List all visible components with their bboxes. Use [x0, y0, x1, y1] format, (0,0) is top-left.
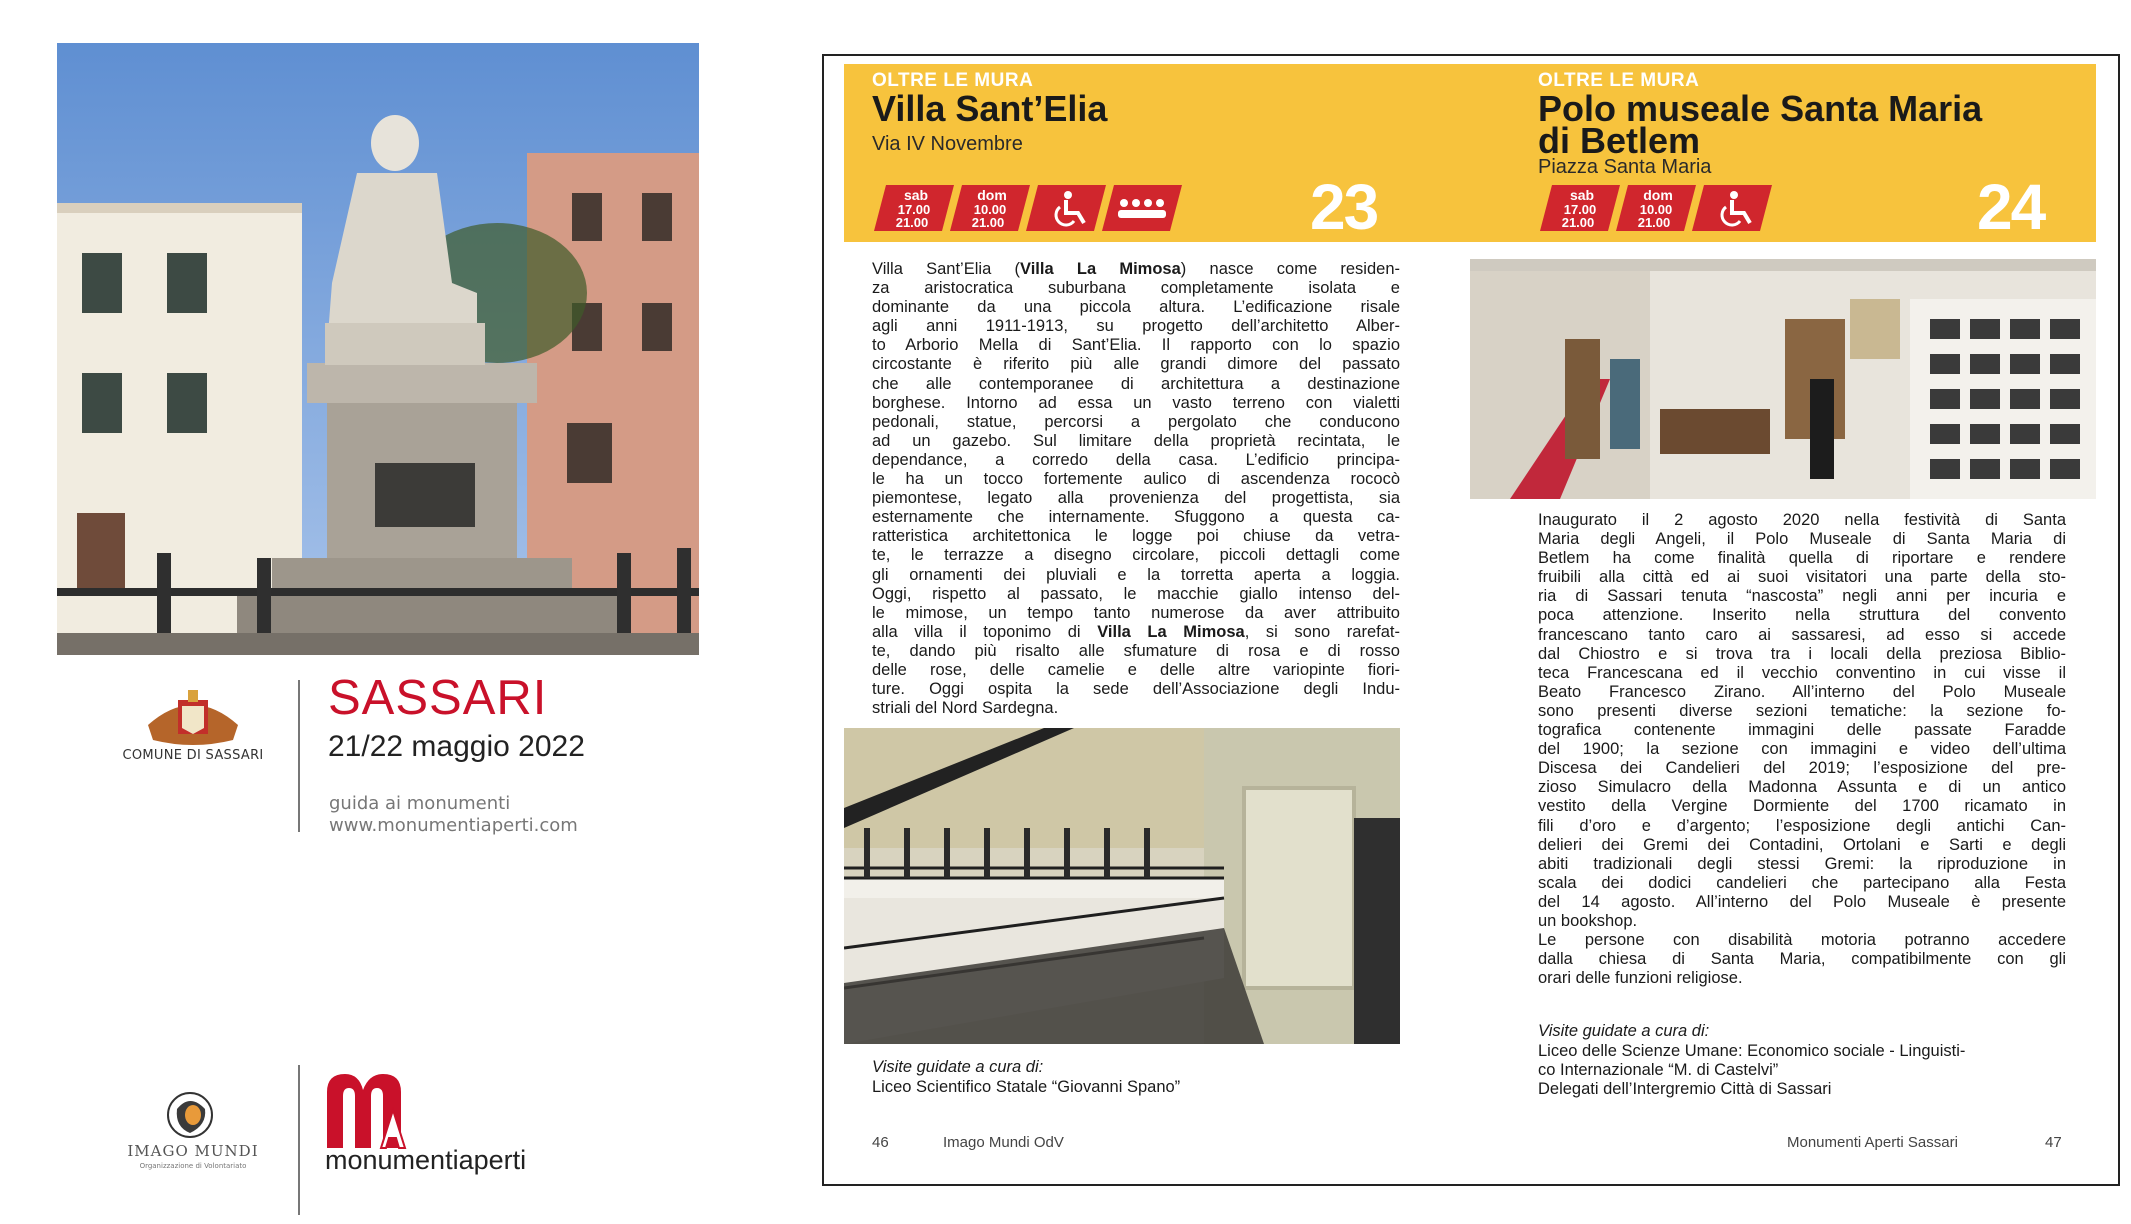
- body-line: scala dei dodici candelieri che partecipano alla Festa: [1538, 873, 2066, 892]
- body-line: delle rose, delle camelie e delle altre variopinte fiori-: [872, 660, 1400, 679]
- body-line: tografica contenente immagini delle passate Faradde: [1538, 721, 2066, 740]
- wheelchair-icon: [1026, 185, 1106, 231]
- website-link[interactable]: www.monumentiaperti.com: [329, 815, 578, 836]
- badge-dom: [1616, 185, 1696, 231]
- badge-sab: [874, 185, 954, 231]
- cover-divider: [298, 680, 300, 832]
- body-line: za aristocratica suburbana completamente isolata e: [872, 279, 1400, 298]
- svg-text:sab: sab: [1569, 187, 1595, 203]
- body-line: vestito della Vergine Dormiente del 1700 ricamato in: [1538, 797, 2066, 816]
- body-line: Betlem ha come finalità quella di riportare e rendere: [1538, 549, 2066, 568]
- body-line: fruibili alla città ed ai suoi visitatori una parte della sto-: [1538, 568, 2066, 587]
- body-line: che alle contemporanee di architettura a destinazione: [872, 374, 1400, 393]
- body-line: le mimose, un tempo tanto numerose da aver attribuito: [872, 603, 1400, 622]
- site-number-left: 23: [1310, 171, 1378, 243]
- visits-heading-right: Visite guidate a cura di:: [1538, 1022, 1710, 1040]
- body-line: del 1900; la sezione con immagini e video dell’ultima: [1538, 740, 2066, 759]
- imago-mundi-name: IMAGO MUNDI: [127, 1142, 259, 1160]
- site-title-left: Villa Sant’Elia: [872, 88, 1108, 129]
- body-line: circostante è riferito più alle grandi dimore del passato: [872, 355, 1400, 374]
- body-line: Maria degli Angeli, il Polo Museale di Santa Maria di: [1538, 530, 2066, 549]
- city-title: SASSARI: [328, 671, 548, 725]
- kicker-right: OLTRE LE MURA: [1538, 70, 1700, 91]
- comune-label: COMUNE DI SASSARI: [122, 748, 264, 763]
- cover-divider-bottom: [298, 1065, 300, 1215]
- body-line: borghese. Intorno ad essa un vasto terreno con vialetti: [872, 393, 1400, 412]
- svg-text:10.00: 10.00: [973, 202, 1007, 217]
- body-line: striali del Nord Sardegna.: [872, 699, 1059, 718]
- svg-text:17.00: 17.00: [1563, 202, 1597, 217]
- body-line: francescano tanto caro ai sassaresi, ad esso si accede: [1538, 625, 2066, 644]
- body-line: te, le terrazze a disegno circolare, piccoli dettagli come: [872, 546, 1400, 565]
- svg-text:17.00: 17.00: [897, 202, 931, 217]
- body-line: te, dando più risalto alle sfumature di rosa e di rosso: [872, 641, 1400, 660]
- site-title-right-line1: Polo museale Santa Maria: [1538, 88, 1983, 129]
- schedule-badges-left: [872, 183, 1192, 233]
- kicker-left: OLTRE LE MURA: [872, 70, 1034, 91]
- footer-left: Imago Mundi OdV: [943, 1134, 1064, 1151]
- body-line: ad un gazebo. Sul limitare della proprietà recintata, le: [872, 431, 1400, 450]
- body-line: poca attenzione. Inserito nella struttura del convento: [1538, 606, 2066, 625]
- body-line: esternamente che internamente. Sfuggono a questa ca-: [872, 508, 1400, 527]
- body-line: un bookshop.: [1538, 911, 1638, 930]
- body-line: dominante da una piccola altura. L’edificazione risale: [872, 298, 1400, 317]
- badge-dom: [950, 185, 1030, 231]
- body-line: dalla chiesa di Santa Maria, compatibilmente con gli: [1538, 950, 2066, 969]
- visits-item: Liceo Scientifico Statale “Giovanni Spano”: [872, 1078, 1181, 1096]
- monumentiaperti-logo: [325, 1070, 415, 1150]
- svg-text:dom: dom: [977, 187, 1007, 203]
- comune-crest-logo: [138, 680, 248, 750]
- visits-item: Delegati dell’Intergremio Città di Sassari: [1538, 1080, 1832, 1098]
- svg-text:sab: sab: [903, 187, 929, 203]
- body-line: ria di Sassari tenuta “nascosta” negli anni per incuria e: [1538, 587, 2066, 606]
- body-line: Inaugurato il 2 agosto 2020 nella festività di Santa: [1538, 511, 2066, 529]
- wheelchair-icon: [1692, 185, 1772, 231]
- body-line: piemontese, legato alla provenienza del progettista, sia: [872, 489, 1400, 508]
- site-title-right-line2: di Betlem: [1538, 120, 1701, 161]
- body-line: Le persone con disabilità motoria potranno accedere: [1538, 931, 2066, 950]
- body-line: Discesa dei Candelieri del 2019; l’esposizione del pre-: [1538, 759, 2066, 778]
- body-line: abiti tradizionali degli stessi Gremi: la riproduzione in: [1538, 854, 2066, 873]
- body-line: Beato Francesco Zirano. All’interno del Polo Museale: [1538, 682, 2066, 701]
- svg-text:21.00: 21.00: [1561, 215, 1595, 230]
- guide-label: guida ai monumenti: [329, 793, 511, 814]
- visits-item: Liceo delle Scienze Umane: Economico sociale - Linguisti-: [1538, 1042, 1966, 1060]
- body-line: dependance, a corredo della casa. L’edificio principa-: [872, 450, 1400, 469]
- svg-text:21.00: 21.00: [971, 215, 1005, 230]
- villa-staircase-photo: [844, 728, 1400, 1044]
- group-icon: [1102, 185, 1182, 231]
- body-line: delieri dei Gremi dei Contadini, Ortolani e Sarti e degli: [1538, 835, 2066, 854]
- svg-text:21.00: 21.00: [1637, 215, 1671, 230]
- body-line: teca Francescana ed il vecchio conventino in cui visse il: [1538, 663, 2066, 682]
- body-line: alla villa il toponimo di Villa La Mimosa, si sono rarefat-: [872, 622, 1400, 641]
- page-number-right: 47: [2045, 1134, 2062, 1151]
- body-line: to Arborio Mella di Sant’Elia. Il rapporto con lo spazio: [872, 336, 1400, 355]
- body-line: le ha un tocco fortemente aulico di ascendenza rococò: [872, 470, 1400, 489]
- site-address-right: Piazza Santa Maria: [1538, 156, 1712, 178]
- body-line: agli anni 1911-1913, su progetto dell’architetto Alber-: [872, 317, 1400, 336]
- visits-heading-left: Visite guidate a cura di:: [872, 1058, 1044, 1076]
- body-line: fili d’oro e d’argento; l’esposizione degli antichi Can-: [1538, 816, 2066, 835]
- body-line: dal Chiostro e si trova tra i locali della preziosa Biblio-: [1538, 644, 2066, 663]
- schedule-badges-right: [1538, 183, 1778, 233]
- event-date: 21/22 maggio 2022: [328, 730, 585, 763]
- cover-statue-photo: [57, 43, 699, 655]
- body-line: del 14 agosto. All’interno del Polo Museale è presente: [1538, 892, 2066, 911]
- badge-sab: [1540, 185, 1620, 231]
- article-body-left: [872, 260, 1400, 718]
- svg-text:dom: dom: [1643, 187, 1673, 203]
- svg-text:21.00: 21.00: [895, 215, 929, 230]
- page-number-left: 46: [872, 1134, 889, 1151]
- body-line: pedonali, statue, percorsi a pergolato che conducono: [872, 412, 1400, 431]
- site-number-right: 24: [1977, 171, 2045, 243]
- body-line: zioso Simulacro della Madonna Assunta e di un antico: [1538, 778, 2066, 797]
- visits-list-right: [1538, 1042, 2066, 1099]
- body-line: ratteristica architettonica le logge poi chiuse da vetra-: [872, 527, 1400, 546]
- body-line: orari delle funzioni religiose.: [1538, 969, 1743, 988]
- visits-item: co Internazionale “M. di Castelvi”: [1538, 1061, 1779, 1079]
- body-line: ture. Oggi ospita la sede dell’Associazione degli Indu-: [872, 680, 1400, 699]
- svg-text:10.00: 10.00: [1639, 202, 1673, 217]
- imago-mundi-subtitle: Organizzazione di Volontariato: [139, 1162, 247, 1170]
- article-body-right: [1538, 511, 2066, 988]
- body-line: Oggi, rispetto al passato, le macchie giallo intenso del-: [872, 584, 1400, 603]
- imago-mundi-logo: [115, 1085, 265, 1185]
- body-line: Villa Sant’Elia (Villa La Mimosa) nasce come residen-: [872, 260, 1400, 278]
- monumentiaperti-name: monumentiaperti: [325, 1145, 527, 1175]
- visits-list-left: [872, 1078, 1400, 1097]
- footer-right: Monumenti Aperti Sassari: [1787, 1134, 1958, 1151]
- body-line: gli ornamenti dei pluviali e la torretta aperta a loggia.: [872, 565, 1400, 584]
- body-line: sono presenti diverse sezioni tematiche: la sezione fo-: [1538, 701, 2066, 720]
- site-address-left: Via IV Novembre: [872, 133, 1023, 155]
- museum-hall-photo: [1470, 259, 2096, 499]
